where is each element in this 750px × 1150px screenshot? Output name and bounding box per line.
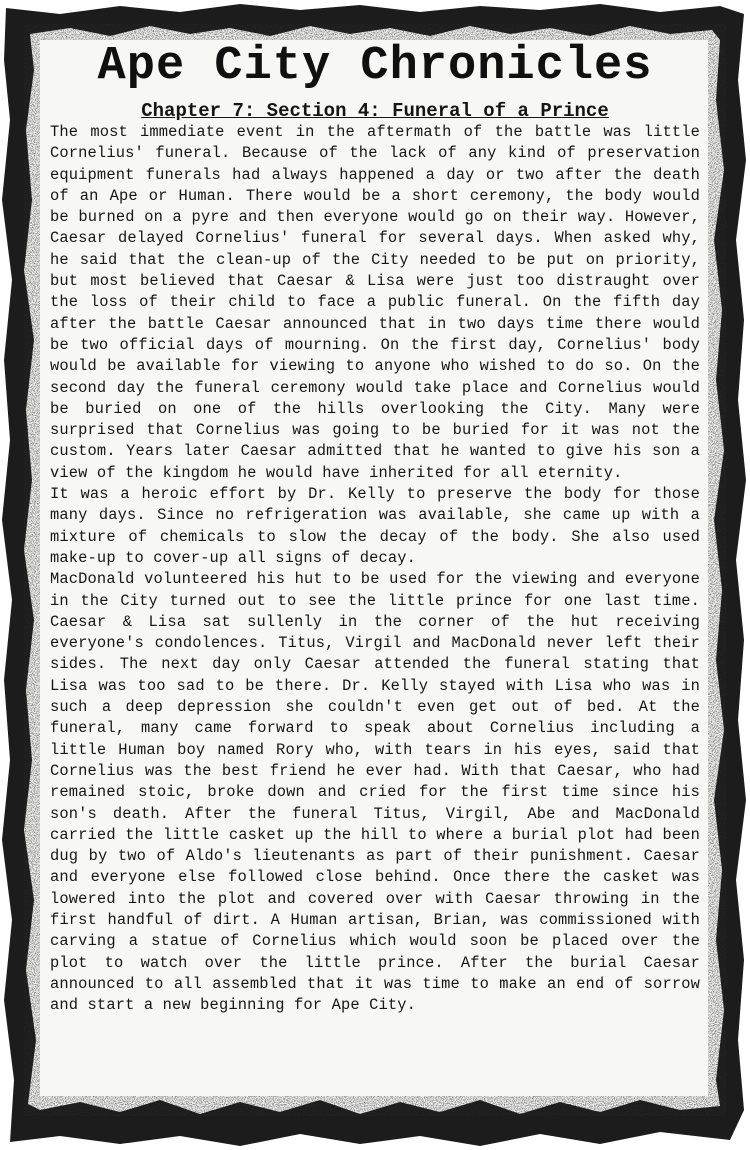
document-title: Ape City Chronicles	[97, 40, 653, 93]
document-body	[50, 36, 700, 1116]
chapter-heading: Chapter 7: Section 4: Funeral of a Prince	[141, 100, 609, 122]
paragraph-2: It was a heroic effort by Dr. Kelly to preserve the body for those many days. Since no refrigeration was available, she came up with a mixture of chemicals to slow the decay of the body. She also used make-up to cover-up all signs of decay.	[50, 485, 700, 567]
paragraph-3: MacDonald volunteered his hut to be used for the viewing and everyone in the City turned out to see the little prince for one last time. Caesar & Lisa sat sullenly in the corner of the hut receiving everyone's condolences. Titus, Virgil and MacDonald never left their sides. The next day only Caesar attended the funeral stating that Lisa was too sad to be there. Dr. Kelly stayed with Lisa who was in such a deep depression she couldn't even get out of bed. At the funeral, many came forward to speak about Cornelius including a little Human boy named Rory who, with tears in his eyes, said that Cornelius was the best friend he ever had. With that Caesar, who had remained stoic, broke down and cried for the first time since his son's death. After the funeral Titus, Virgil, Abe and MacDonald carried the little casket up the hill to where a burial plot had been dug by two of Aldo's lieutenants as part of their punishment. Caesar and everyone else followed close behind. Once there the casket was lowered into the plot and covered over with Caesar throwing in the first handful of dirt. A Human artisan, Brian, was commissioned with carving a statue of Cornelius which would soon be placed over the plot to watch over the little prince. After the burial Caesar announced to all assembled that it was time to make an end of sorrow and start a new beginning for Ape City.	[50, 570, 700, 1015]
paragraph-1: The most immediate event in the aftermath of the battle was little Cornelius' funeral. Because of the lack of any kind of preservation equipment funerals had always happened a day or two after the death of an Ape or Human. There would be a short ceremony, the body would be burned on a pyre and then everyone would go on their way. However, Caesar delayed Cornelius' funeral for several days. When asked why, he said that the clean-up of the City needed to be put on priority, but most believed that Caesar & Lisa were just too distraught over the loss of their child to face a public funeral. On the fifth day after the battle Caesar announced that in two days time there would be two official days of mourning. On the first day, Cornelius' body would be available for viewing to anyone who wished to do so. On the second day the funeral ceremony would take place and Cornelius would be buried on one of the hills overlooking the City. Many were surprised that Cornelius was going to be buried for it was not the custom. Years later Caesar admitted that he wanted to give his son a view of the kingdom he would have inherited for all eternity.	[50, 123, 700, 482]
